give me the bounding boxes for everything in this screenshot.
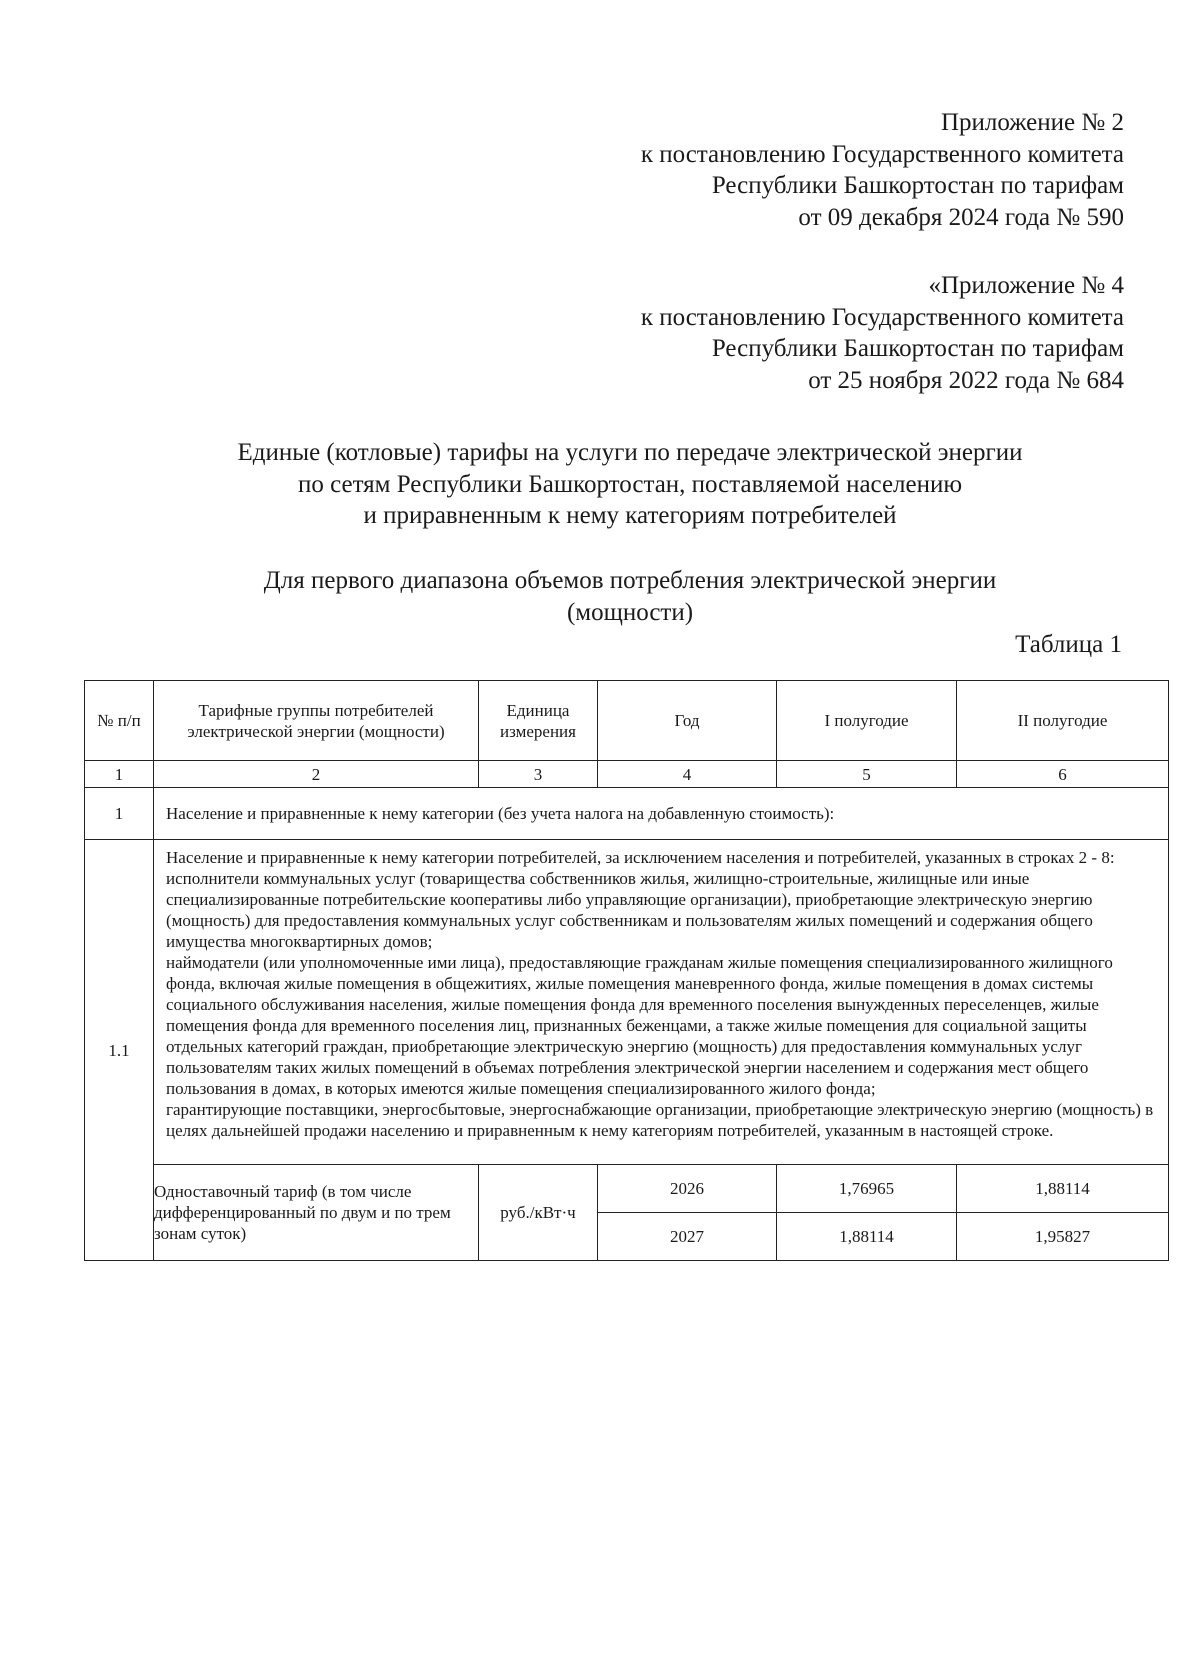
title-line: и приравненным к нему категориям потребителей: [363, 502, 897, 529]
appendix-4-header: [641, 270, 1124, 396]
tariff-half-1-value: 1,88114: [777, 1213, 957, 1261]
header-half-2: II полугодие: [957, 681, 1169, 761]
header-year: Год: [598, 681, 777, 761]
appendix-2-line: Приложение № 2: [940, 109, 1124, 136]
index-cell: 3: [479, 761, 598, 788]
appendix-2-line: от 09 декабря 2024 года № 590: [798, 203, 1124, 231]
appendix-2-header: [641, 107, 1124, 233]
row-1-1-num: 1.1: [85, 840, 154, 1261]
title-line: по сетям Республики Башкортостан, поставляемой населению: [297, 470, 963, 498]
tariff-table: [84, 680, 1169, 1261]
table-row-1-1: [85, 840, 1169, 1165]
row-1-1-description: [154, 840, 1169, 1165]
document-title: [100, 437, 1160, 532]
tariff-half-2-value: 1,88114: [957, 1165, 1169, 1213]
tariff-year: 2027: [598, 1213, 777, 1261]
index-cell: 6: [957, 761, 1169, 788]
index-cell: 4: [598, 761, 777, 788]
header-unit: Единица измерения: [479, 681, 598, 761]
appendix-4-line: от 25 ноября 2022 года № 684: [808, 366, 1124, 394]
table-row-1: [85, 788, 1169, 840]
appendix-4-line: «Приложение № 4: [928, 272, 1124, 299]
appendix-2-line: к постановлению Государственного комитета: [640, 140, 1124, 168]
index-cell: 5: [777, 761, 957, 788]
tariff-unit: руб./кВт·ч: [479, 1165, 598, 1261]
description-paragraph: исполнители коммунальных услуг (товарищества собственников жилья, жилищно-строительные, жилищные или иные специализированные потребительские кооперативы либо управляющие организации), приобретающие электрическую энергию (мощность) для предоставления коммунальных услуг собственникам и пользователям жилых помещений и содержания общего имущества многоквартирных домов;: [166, 869, 1093, 951]
description-paragraph: наймодатели (или уполномоченные ими лица), предоставляющие гражданам жилые помещения специализированного жилищного фонда, включая жилые помещения в общежитиях, жилые помещения маневренного фонда, жилые помещения в домах системы социального обслуживания населения, жилые помещения фонда для временного поселения вынужденных переселенцев, жилые помещения фонда для временного поселения лиц, признанных беженцами, а также жилые помещения для социальной защиты отдельных категорий граждан, приобретающие электрическую энергию (мощность) для предоставления коммунальных услуг пользователям таких жилых помещений в объемах потребления электрической энергии населением и содержания мест общего пользования в домах, в которых имеются жилые помещения специализированного жилого фонда;: [166, 953, 1113, 1098]
description-paragraph: Население и приравненные к нему категории потребителей, за исключением населения и потребителей, указанных в строках 2 - 8:: [166, 848, 1115, 867]
row-1-text: Население и приравненные к нему категории (без учета налога на добавленную стоимость):: [154, 788, 1169, 840]
table-index-row: [85, 761, 1169, 788]
header-group: Тарифные группы потребителей электрической энергии (мощности): [154, 681, 479, 761]
subtitle-line: Для первого диапазона объемов потребления электрической энергии: [263, 567, 997, 594]
appendix-4-line: Республики Башкортостан по тарифам: [711, 335, 1124, 362]
tariff-half-1-value: 1,76965: [777, 1165, 957, 1213]
document-subtitle: [100, 565, 1160, 628]
appendix-2-line: Республики Башкортостан по тарифам: [711, 172, 1124, 199]
tariff-year: 2026: [598, 1165, 777, 1213]
index-cell: 1: [85, 761, 154, 788]
table-header-row: [85, 681, 1169, 761]
index-cell: 2: [154, 761, 479, 788]
appendix-4-line: к постановлению Государственного комитета: [640, 303, 1124, 331]
description-paragraph: гарантирующие поставщики, энергосбытовые, энергоснабжающие организации, приобретающие электрическую энергию (мощность) в целях дальнейшей продажи населению и приравненным к нему категориям потребителей, указанным в настоящей строке.: [166, 1100, 1154, 1140]
row-1-num: 1: [85, 788, 154, 840]
tariff-name: Одноставочный тариф (в том числе дифференцированный по двум и по трем зонам суток): [154, 1165, 479, 1261]
table-label: Таблица 1: [1015, 631, 1122, 658]
subtitle-line: (мощности): [566, 598, 694, 626]
tariff-half-2-value: 1,95827: [957, 1213, 1169, 1261]
header-half-1: I полугодие: [777, 681, 957, 761]
title-line: Единые (котловые) тарифы на услуги по передаче электрической энергии: [237, 439, 1023, 466]
tariff-row-2026: [85, 1165, 1169, 1213]
header-num: № п/п: [85, 681, 154, 761]
